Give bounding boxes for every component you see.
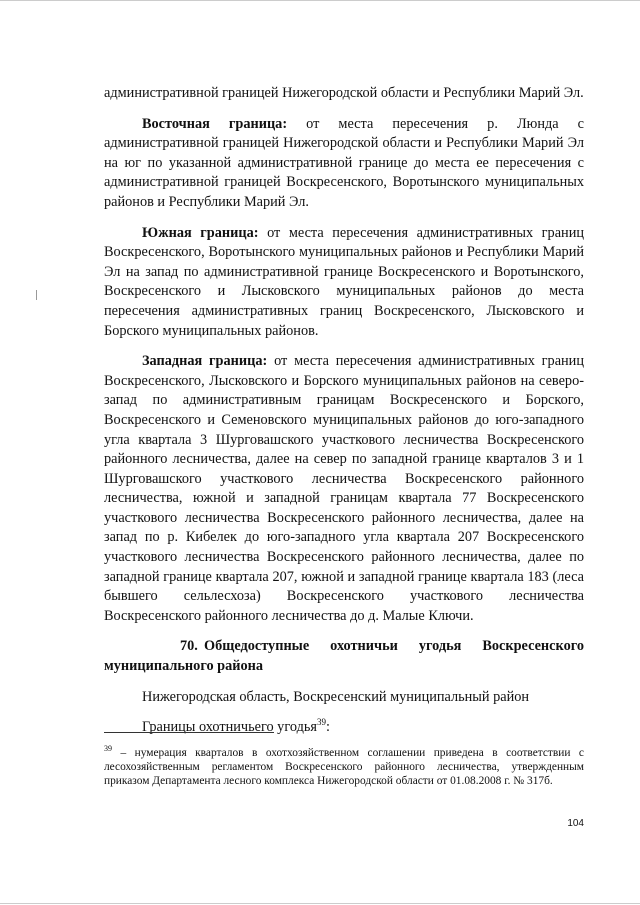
footnote-mark: 39 [104,744,112,754]
eastern-border-text: от места пересечения р. Люнда с административной границей Нижегородской области и Республики Марий Эл на юг по указанной административной границе до места ее пересечения с административной границей Воскресенского, Воротынского муниципальных районов и Республики Марий Эл. [104,115,584,210]
borders-suffix: : [325,719,330,736]
southern-border-text: от места пересечения административных границ Воскресенского, Воротынского муниципальных районов и Республики Марий Эл на запад по административной границе Воскресенского и Воротынского, Воскресенского и Лысковского муниципальных районов до места пересечения административных границ Воскресенского, Лысковского и Борского муниципальных районов. [104,224,584,339]
eastern-border-label: Восточная граница: [142,115,288,132]
section-borders-line [104,718,584,738]
paragraph-eastern-border [104,115,584,213]
section-title: Общедоступные охотничьи угодья Воскресенского муниципального района [104,638,584,675]
footnote [104,746,584,788]
footnote-reference: 39 [316,717,326,728]
section-number: 70. [180,638,198,655]
footnote-divider [104,732,274,733]
scan-edge-left [36,290,37,300]
paragraph-continuation: административной границей Нижегородской области и Республики Марий Эл. [104,85,584,101]
western-border-label: Западная граница: [142,353,268,370]
footnote-text: – нумерация кварталов в охотхозяйственном соглашении приведена в соответствии с лесохозяйственным регламентом Воскресенского районного лесничества, утвержденным приказом Департамента лесного комплекса Нижегородской области от 01.08.2008 г. № 317б. [104,747,584,787]
scan-edge-top [0,0,640,1]
section-location: Нижегородская область, Воскресенский муниципальный район [142,688,530,705]
southern-border-label: Южная граница: [142,224,259,241]
western-border-text: от места пересечения административных границ Воскресенского, Лысковского и Борского муниципальных районов на северо-запад по административным границам Воскресенского и Борского, Воскресенского и Семеновского муниципальных районов до юго-западного угла квартала 3 Шурговашского участкового лесничества Воскресенского районного лесничества, далее на север по западной границе кварталов 3 и 1 Шурговашского участкового лесничества Воскресенского районного лесничества, южной и западной границам квартала 77 Воскресенского участкового лесничества Воскресенского районного лесничества, далее на запад по р. Кибелек до юго-западного угла квартала 207 Воскресенского участкового лесничества Воскресенского районного лесничества, далее по западной границе квартала 207, южной и западной границе квартала 183 (леса бывшего сельлесхоза) Воскресенского участкового лесничества Воскресенского районного лесничества до д. Малые Ключи. [104,353,584,624]
section-heading [104,637,584,676]
body-text [104,84,584,749]
scan-edge-bottom [0,903,640,904]
borders-label: Границы охотничьего угодья [142,719,317,736]
page-number: 104 [567,818,584,829]
paragraph-western-border [104,352,584,626]
paragraph-southern-border [104,224,584,342]
